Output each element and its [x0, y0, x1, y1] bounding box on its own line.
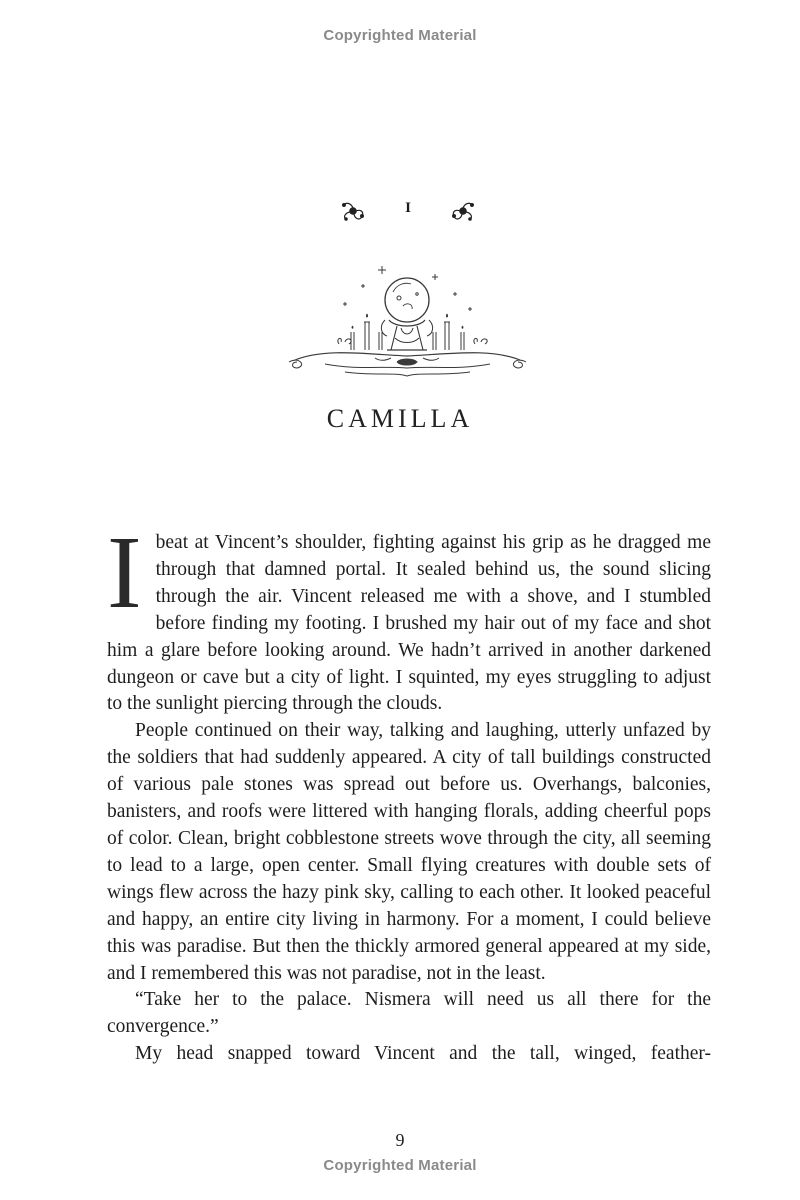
chapter-body [107, 515, 711, 1068]
copyright-watermark-bottom: Copyrighted Material [323, 1157, 477, 1174]
chapter-title: CAMILLA [326, 404, 474, 433]
fleuron-icon [340, 200, 366, 222]
drop-cap: I [107, 515, 142, 630]
paragraph: People continued on their way, talking and laughing, utterly unfazed by the soldiers that had suddenly appeared. A city of tall buildings constructed of various pale stones was spread out before us. Overhangs, balconies, banisters, and roofs were littered with hanging florals, adding cheerful pops of color. Clean, bright cobblestone streets wove through the city, all seeming to lead to a large, open center. Small flying creatures with double sets of wings flew across the hazy pink sky, calling to each other. It looked peaceful and happy, an entire city living in harmony. For a moment, I could believe this was paradise. But then the thickly armored general appeared at my side, and I remembered this was not paradise, not in the least. [107, 720, 711, 984]
page-number: 9 [395, 1130, 405, 1150]
paragraph [107, 515, 711, 718]
fleuron-icon [450, 200, 476, 222]
paragraph: “Take her to the palace. Nismera will need us all there for the convergence.” [107, 989, 711, 1038]
paragraph: My head snapped toward Vincent and the tall, winged, feather- [135, 1043, 711, 1065]
paragraph-text: beat at Vincent’s shoulder, fighting against his grip as he dragged me through that damned portal. It sealed behind us, the sound slicing through the air. Vincent released me with a shove, and I stumbled before finding my footing. I brushed my hair out of my face and shot him a glare before looking around. We hadn’t arrived in another darkened dungeon or cave but a city of light. I squinted, my eyes struggling to adjust to the sunlight piercing through the clouds. [107, 532, 711, 715]
chapter-number: I [405, 200, 411, 216]
chapter-heading [0, 198, 800, 228]
crystal-ball-ornament-icon [285, 262, 530, 382]
copyright-watermark-top: Copyrighted Material [323, 27, 477, 44]
